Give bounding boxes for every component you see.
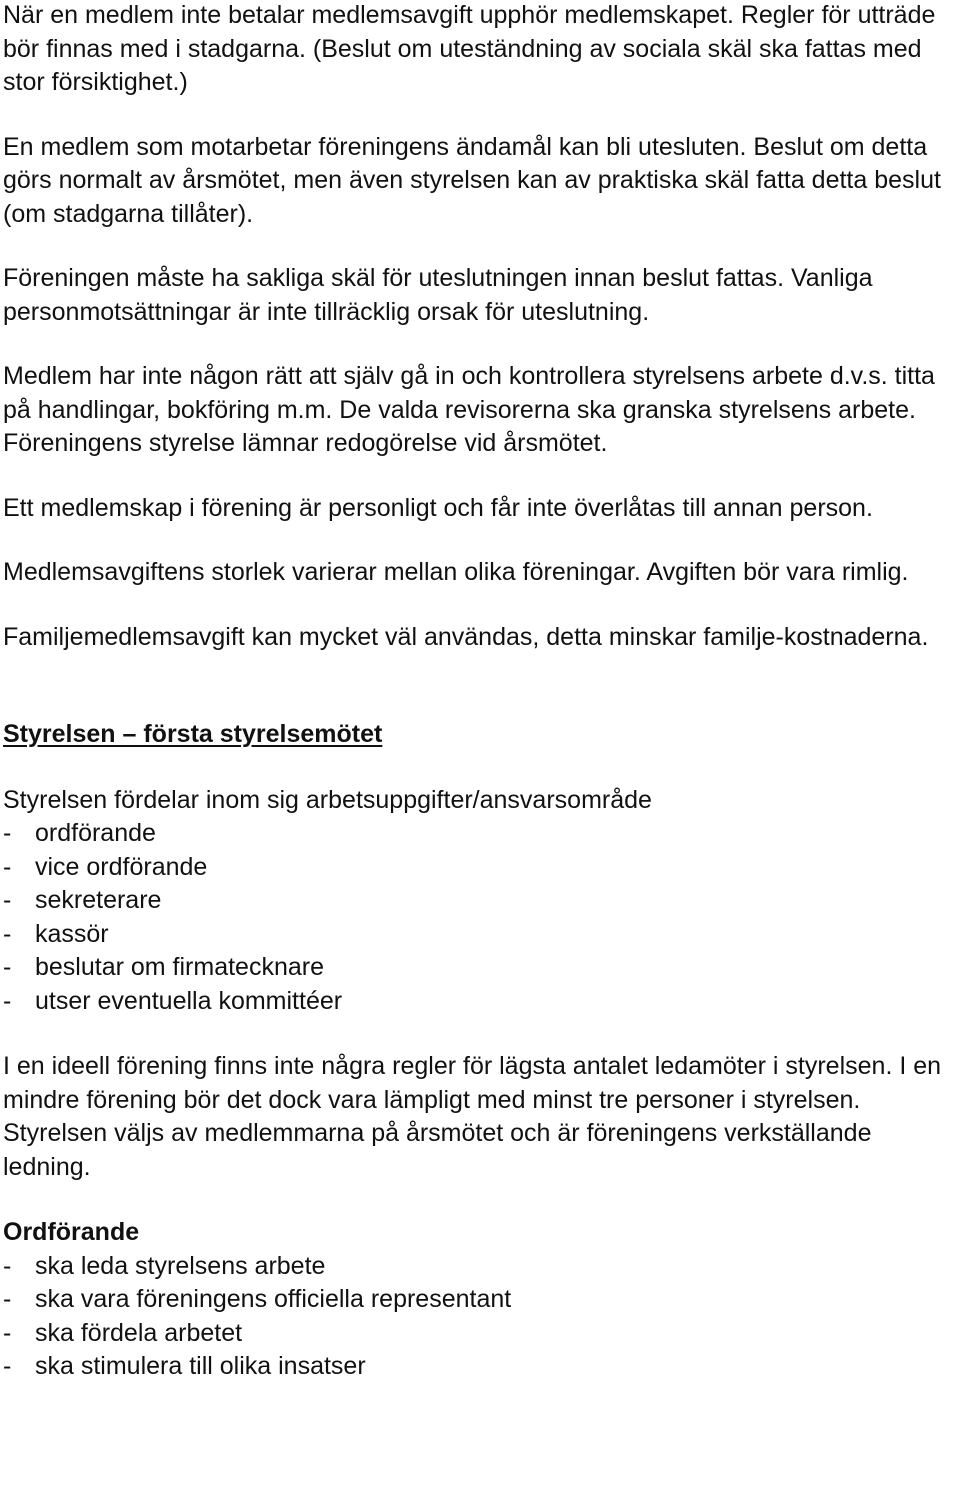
list-styrelsen-roles — [3, 817, 954, 1018]
paragraph-styrelsen-intro: Styrelsen fördelar inom sig arbetsuppgifter/ansvarsområde — [3, 785, 652, 814]
list-item: - vice ordförande — [3, 851, 954, 885]
list-item: - kassör — [3, 918, 954, 952]
list-item: - sekreterare — [3, 884, 954, 918]
paragraph-exclusion: En medlem som motarbetar föreningens ändamål kan bli utesluten. Beslut om detta görs normalt av årsmötet, men även styrelsen kan av praktiska skäl fatta detta beslut (om stadgarna tillåter). — [3, 132, 941, 228]
list-item: - ska vara föreningens officiella representant — [3, 1283, 954, 1317]
list-dash: - — [3, 953, 12, 981]
paragraph-styrelsen-members: I en ideell förening finns inte några regler för lägsta antalet ledamöter i styrelsen. I en mindre förening bör det dock vara lämpligt med minst tre personer i styrelsen. Styrelsen väljs av medlemmarna på årsmötet och är föreningens verkställande ledning. — [3, 1052, 942, 1181]
paragraph-personal-membership: Ett medlemskap i förening är personligt och får inte överlåtas till annan person. — [3, 493, 873, 522]
list-item: - ska stimulera till olika insatser — [3, 1350, 954, 1384]
list-item: - ska fördela arbetet — [3, 1317, 954, 1351]
list-item: - ska leda styrelsens arbete — [3, 1250, 954, 1284]
list-ordforande-duties — [3, 1250, 954, 1384]
paragraph-member-rights: Medlem har inte någon rätt att själv gå in och kontrollera styrelsens arbete d.v.s. titta på handlingar, bokföring m.m. De valda revisorerna ska granska styrelsens arbete. Föreningens styrelse lämnar redogörelse vid årsmötet. — [3, 362, 935, 457]
paragraph-membership-end: När en medlem inte betalar medlemsavgift upphör medlemskapet. Regler för utträde bör finnas med i stadgarna. (Beslut om uteständning av sociala skäl ska fattas med stor försiktighet.) — [3, 1, 936, 96]
list-item: - utser eventuella kommittéer — [3, 985, 954, 1019]
list-dash: - — [3, 1352, 12, 1380]
list-dash: - — [3, 1285, 12, 1313]
list-dash: - — [3, 919, 12, 948]
list-dash: - — [3, 852, 12, 881]
list-item: - ordförande — [3, 817, 954, 851]
list-dash: - — [3, 1318, 12, 1347]
paragraph-fee-size: Medlemsavgiftens storlek varierar mellan olika föreningar. Avgiften bör vara rimlig. — [3, 558, 909, 586]
list-dash: - — [3, 986, 12, 1015]
list-item: - beslutar om firmatecknare — [3, 951, 954, 985]
heading-ordforande: Ordförande — [3, 1218, 140, 1246]
heading-styrelsen: Styrelsen – första styrelsemötet — [3, 720, 383, 748]
list-dash: - — [3, 819, 12, 847]
list-dash: - — [3, 1251, 12, 1280]
paragraph-grounds: Föreningen måste ha sakliga skäl för uteslutningen innan beslut fattas. Vanliga personmotsättningar är inte tillräcklig orsak för uteslutning. — [3, 264, 873, 326]
paragraph-family-fee: Familjemedlemsavgift kan mycket väl användas, detta minskar familje-kostnaderna. — [3, 622, 929, 651]
list-dash: - — [3, 886, 12, 914]
